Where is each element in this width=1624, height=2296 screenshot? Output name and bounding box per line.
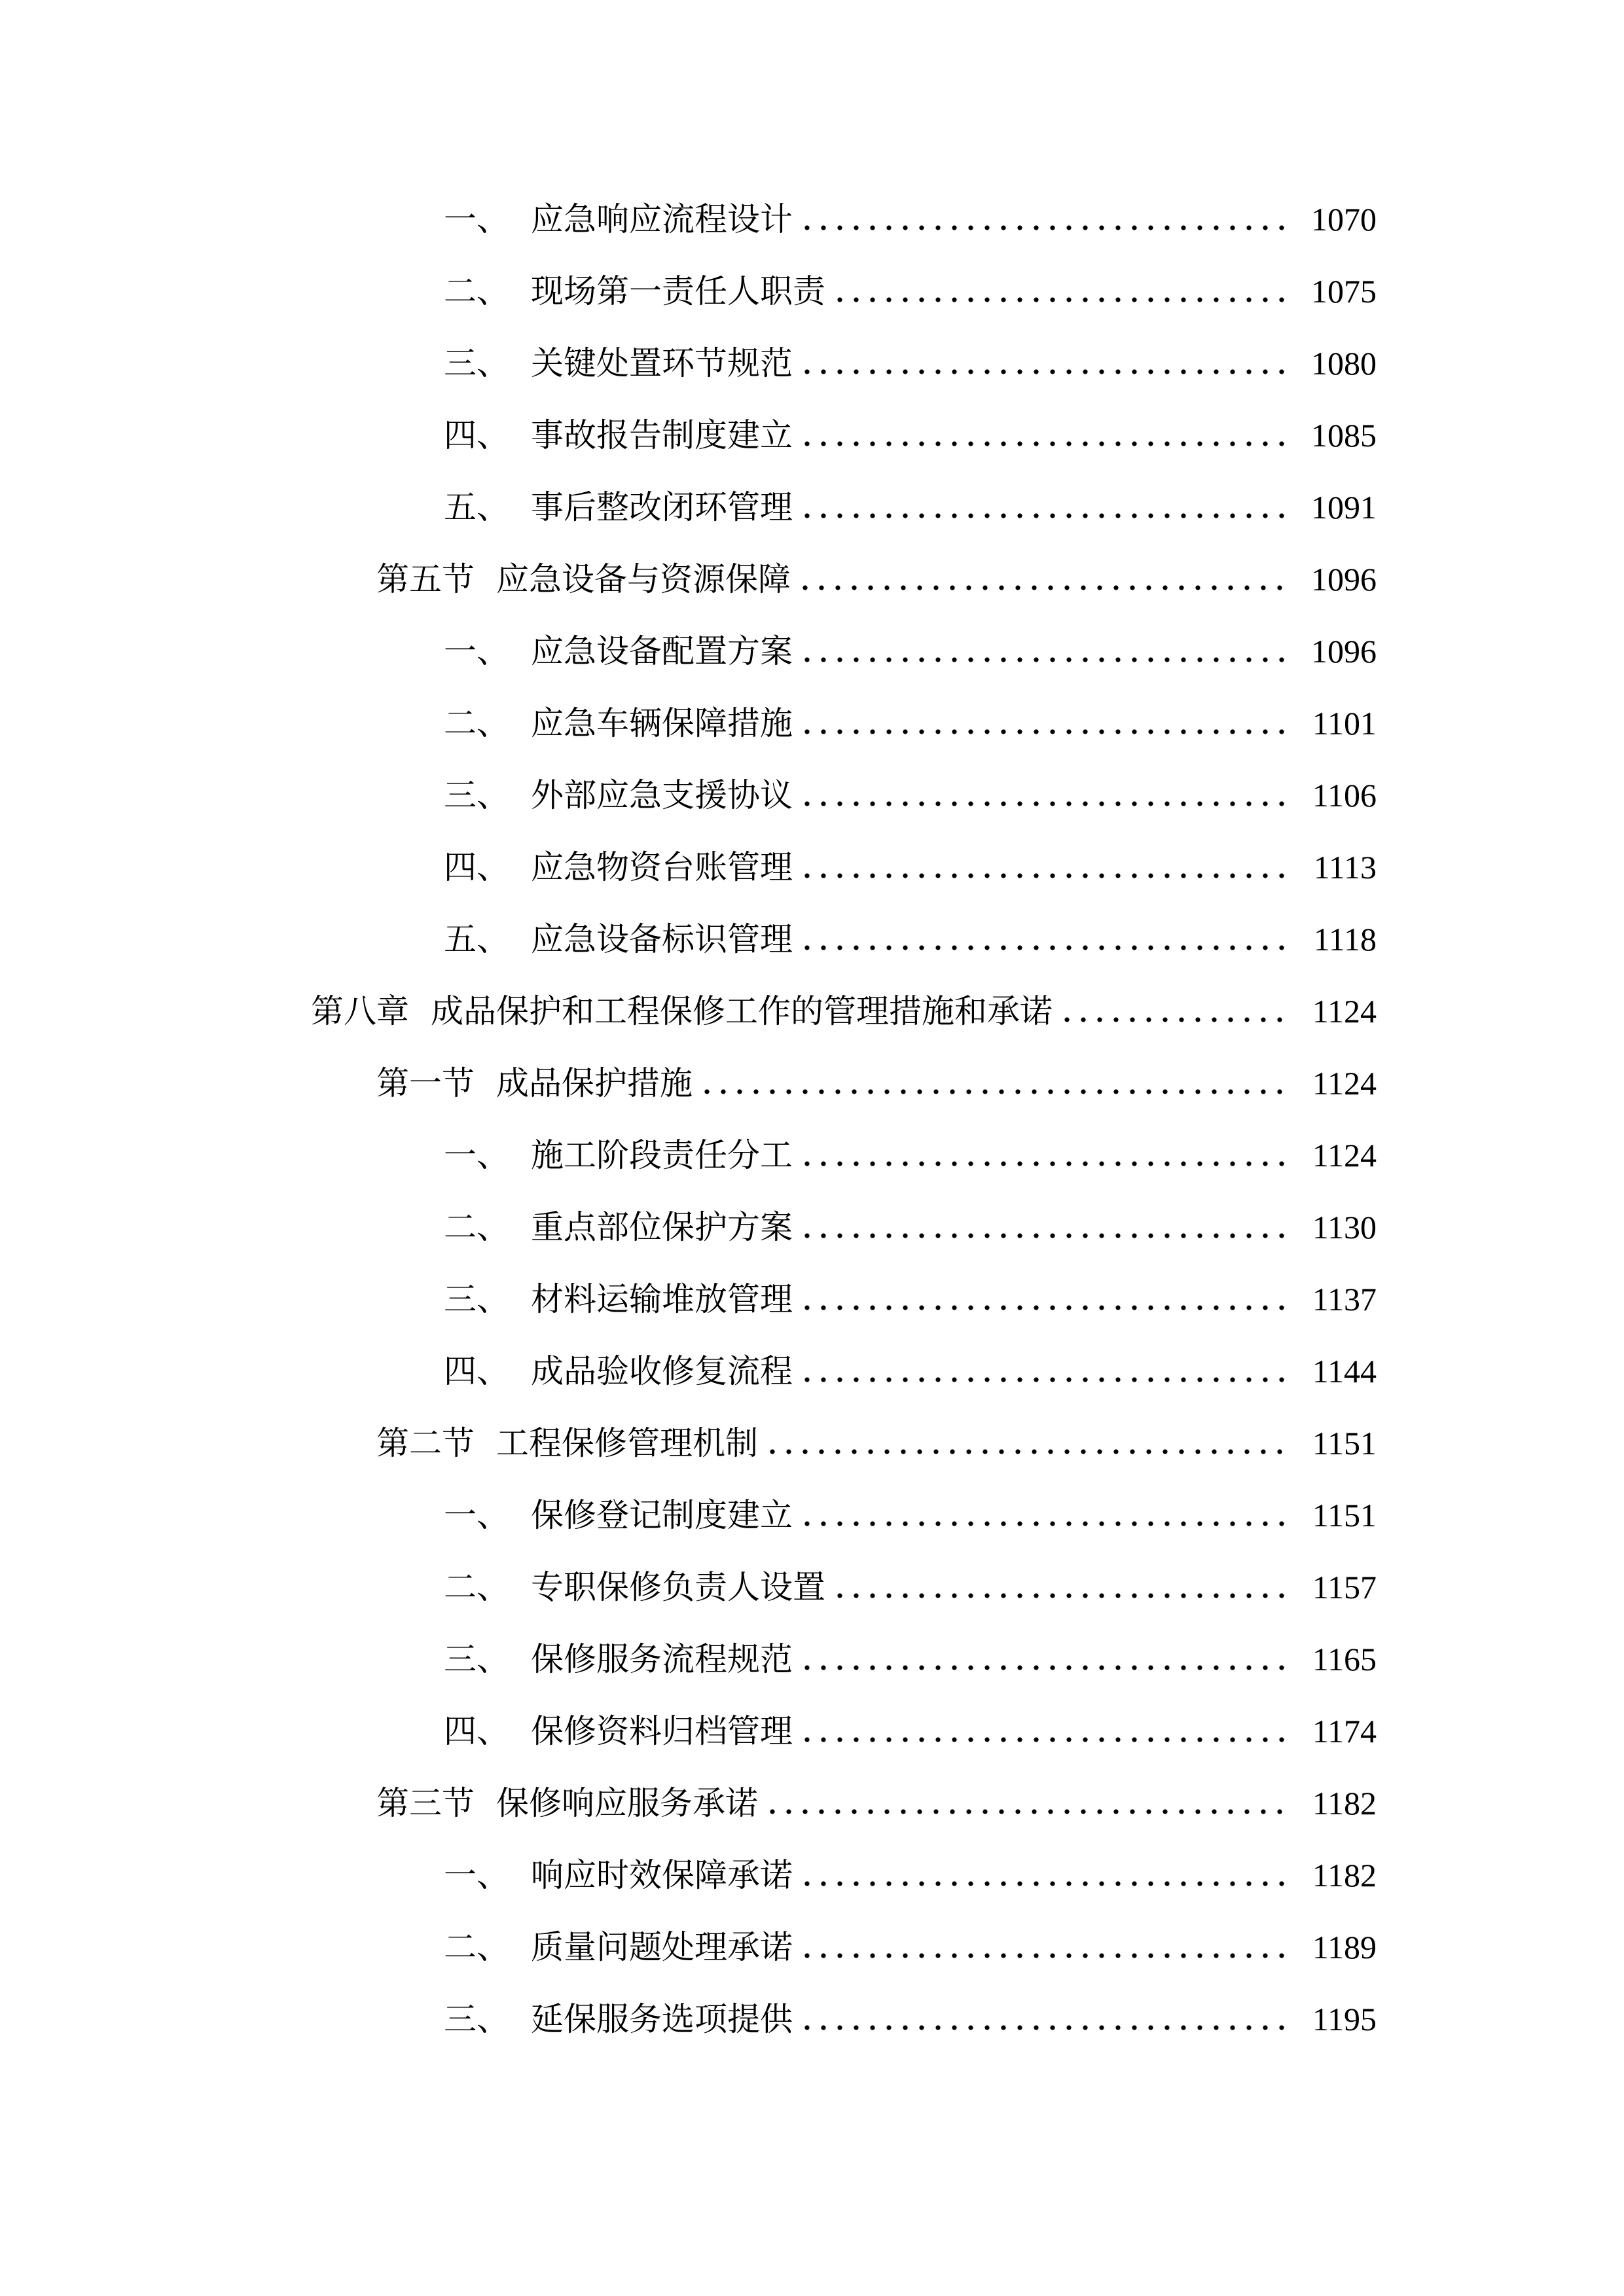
entry-prefix: 三、 xyxy=(444,1281,509,1318)
toc-entry xyxy=(0,831,1624,903)
toc-entry xyxy=(0,1623,1624,1695)
entry-title: 应急响应流程设计 xyxy=(531,201,793,238)
entry-prefix: 三、 xyxy=(444,345,509,382)
dot-leader xyxy=(704,1089,1289,1094)
entry-prefix: 第三节 xyxy=(376,1785,475,1821)
entry-title: 材料运输堆放管理 xyxy=(531,1281,793,1318)
dot-leader xyxy=(770,1449,1289,1454)
entry-page-number: 1182 xyxy=(1312,1785,1377,1821)
dot-leader xyxy=(804,225,1288,230)
dot-leader xyxy=(804,1881,1289,1886)
dot-leader xyxy=(804,657,1288,662)
entry-title: 应急设备配置方案 xyxy=(531,633,793,670)
entry-page-number: 1091 xyxy=(1311,489,1377,526)
dot-leader xyxy=(804,1377,1289,1382)
dot-leader xyxy=(837,297,1288,302)
entry-page-number: 1106 xyxy=(1312,777,1377,814)
entry-title: 应急设备标识管理 xyxy=(531,921,793,958)
entry-page-number: 1151 xyxy=(1312,1497,1377,1534)
toc-entry xyxy=(0,1191,1624,1263)
entry-title: 重点部位保护方案 xyxy=(531,1209,793,1246)
toc-entry xyxy=(0,1335,1624,1407)
toc-entry xyxy=(0,687,1624,759)
dot-leader xyxy=(804,1305,1289,1310)
dot-leader xyxy=(837,1593,1289,1598)
dot-leader xyxy=(804,801,1289,806)
dot-leader xyxy=(804,873,1290,878)
entry-title: 应急物资台账管理 xyxy=(531,849,793,886)
entry-title: 施工阶段责任分工 xyxy=(531,1137,793,1174)
entry-title: 专职保修负责人设置 xyxy=(531,1569,825,1605)
entry-page-number: 1124 xyxy=(1312,993,1377,1030)
entry-prefix: 三、 xyxy=(444,777,509,814)
entry-page-number: 1124 xyxy=(1312,1137,1377,1174)
toc-entry xyxy=(0,1551,1624,1623)
toc-entry xyxy=(0,1407,1624,1479)
entry-page-number: 1075 xyxy=(1311,273,1377,310)
entry-page-number: 1130 xyxy=(1312,1209,1377,1246)
dot-leader xyxy=(804,1737,1289,1742)
dot-leader xyxy=(804,513,1288,518)
entry-title: 成品保护和工程保修工作的管理措施和承诺 xyxy=(431,993,1053,1030)
entry-title: 关键处置环节规范 xyxy=(531,345,793,382)
dot-leader xyxy=(804,2025,1289,2030)
entry-page-number: 1124 xyxy=(1312,1065,1377,1102)
entry-title: 保修服务流程规范 xyxy=(531,1641,793,1677)
entry-prefix: 二、 xyxy=(444,1569,509,1605)
entry-page-number: 1080 xyxy=(1311,345,1377,382)
dot-leader xyxy=(770,1809,1289,1814)
toc-entry xyxy=(0,399,1624,471)
entry-prefix: 第五节 xyxy=(376,561,475,598)
entry-page-number: 1096 xyxy=(1311,561,1377,598)
entry-title: 事故报告制度建立 xyxy=(531,417,793,454)
toc-entry xyxy=(0,1119,1624,1191)
entry-page-number: 1070 xyxy=(1311,201,1377,238)
toc-entry xyxy=(0,1263,1624,1335)
toc-entry xyxy=(0,543,1624,615)
entry-page-number: 1144 xyxy=(1312,1353,1377,1390)
dot-leader xyxy=(804,1233,1289,1238)
entry-prefix: 一、 xyxy=(444,1497,509,1534)
dot-leader xyxy=(804,1953,1289,1958)
dot-leader xyxy=(804,441,1288,446)
entry-prefix: 一、 xyxy=(444,1137,509,1174)
dot-leader xyxy=(804,1521,1289,1526)
entry-prefix: 一、 xyxy=(444,1857,509,1893)
toc-entry xyxy=(0,327,1624,399)
dot-leader xyxy=(804,1665,1289,1670)
entry-title: 保修登记制度建立 xyxy=(531,1497,793,1534)
entry-title: 成品保护措施 xyxy=(496,1065,693,1102)
entry-prefix: 二、 xyxy=(444,705,509,742)
entry-page-number: 1118 xyxy=(1313,921,1377,958)
entry-prefix: 一、 xyxy=(444,633,509,670)
entry-page-number: 1165 xyxy=(1312,1641,1377,1677)
entry-page-number: 1195 xyxy=(1312,2001,1377,2037)
toc-entry xyxy=(0,903,1624,975)
entry-prefix: 二、 xyxy=(444,1929,509,1965)
entry-page-number: 1113 xyxy=(1313,849,1377,886)
entry-prefix: 二、 xyxy=(444,273,509,310)
entry-prefix: 四、 xyxy=(444,849,509,886)
toc-entry xyxy=(0,1983,1624,2055)
entry-title: 响应时效保障承诺 xyxy=(531,1857,793,1893)
toc-entry xyxy=(0,1839,1624,1911)
entry-page-number: 1085 xyxy=(1311,417,1377,454)
toc-entry xyxy=(0,1695,1624,1767)
toc-entry xyxy=(0,1479,1624,1551)
toc-entry xyxy=(0,615,1624,687)
entry-page-number: 1151 xyxy=(1312,1425,1377,1462)
entry-prefix: 三、 xyxy=(444,1641,509,1677)
entry-prefix: 第八章 xyxy=(311,993,409,1030)
toc-entry xyxy=(0,471,1624,543)
toc-entry xyxy=(0,1047,1624,1119)
entry-prefix: 四、 xyxy=(444,417,509,454)
entry-prefix: 第一节 xyxy=(376,1065,475,1102)
entry-page-number: 1189 xyxy=(1312,1929,1377,1965)
dot-leader xyxy=(804,945,1290,950)
entry-title: 质量问题处理承诺 xyxy=(531,1929,793,1965)
entry-prefix: 一、 xyxy=(444,201,509,238)
entry-title: 事后整改闭环管理 xyxy=(531,489,793,526)
entry-title: 应急车辆保障措施 xyxy=(531,705,793,742)
toc-entry xyxy=(0,759,1624,831)
toc-entry xyxy=(0,255,1624,327)
entry-prefix: 三、 xyxy=(444,2001,509,2037)
dot-leader xyxy=(803,585,1288,590)
entry-prefix: 第二节 xyxy=(376,1425,475,1462)
entry-page-number: 1174 xyxy=(1312,1713,1377,1749)
toc-entry xyxy=(0,183,1624,255)
entry-title: 延保服务选项提供 xyxy=(531,2001,793,2037)
entry-title: 保修资料归档管理 xyxy=(531,1713,793,1749)
entry-prefix: 二、 xyxy=(444,1209,509,1246)
entry-title: 现场第一责任人职责 xyxy=(531,273,825,310)
toc-entry xyxy=(0,1767,1624,1839)
dot-leader xyxy=(804,729,1289,734)
entry-prefix: 四、 xyxy=(444,1713,509,1749)
entry-title: 外部应急支援协议 xyxy=(531,777,793,814)
entry-prefix: 五、 xyxy=(444,921,509,958)
entry-title: 成品验收修复流程 xyxy=(531,1353,793,1390)
toc-entry xyxy=(0,975,1624,1047)
entry-page-number: 1137 xyxy=(1312,1281,1377,1318)
entry-prefix: 四、 xyxy=(444,1353,509,1390)
dot-leader xyxy=(804,1161,1289,1166)
entry-prefix: 五、 xyxy=(444,489,509,526)
entry-page-number: 1101 xyxy=(1312,705,1377,742)
entry-title: 应急设备与资源保障 xyxy=(496,561,791,598)
dot-leader xyxy=(804,369,1288,374)
entry-page-number: 1096 xyxy=(1311,633,1377,670)
entry-title: 工程保修管理机制 xyxy=(496,1425,758,1462)
entry-page-number: 1157 xyxy=(1312,1569,1377,1605)
entry-page-number: 1182 xyxy=(1312,1857,1377,1893)
toc-entry xyxy=(0,1911,1624,1983)
dot-leader xyxy=(1064,1017,1289,1022)
entry-title: 保修响应服务承诺 xyxy=(496,1785,758,1821)
